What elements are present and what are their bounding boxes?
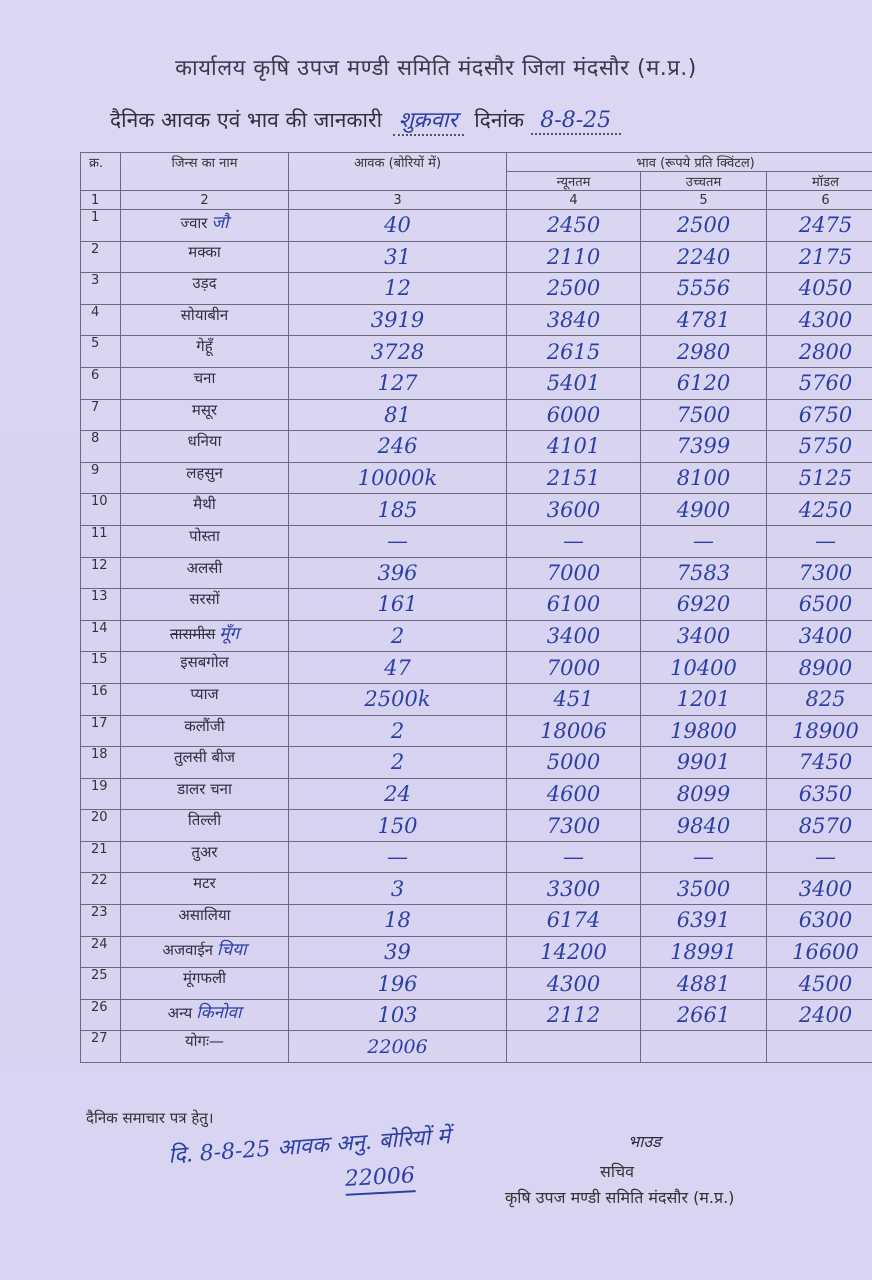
header-modal: मॉडल <box>767 172 872 191</box>
row-max-price: 3500 <box>641 873 767 905</box>
date-label: दिनांक <box>474 108 525 132</box>
row-min-price: 6174 <box>507 905 641 937</box>
row-sn: 1 <box>81 210 121 242</box>
row-sn: 21 <box>81 841 121 873</box>
table-row <box>81 399 872 431</box>
header-min: न्यूनतम <box>507 172 641 191</box>
row-max-price: 4900 <box>641 494 767 526</box>
row-crop-name <box>121 494 289 526</box>
subtitle-prefix: दैनिक आवक एवं भाव की जानकारी <box>110 108 383 132</box>
row-arrival: — <box>289 525 507 557</box>
row-sn: 3 <box>81 273 121 305</box>
row-arrival: 246 <box>289 431 507 463</box>
row-min-price: 3600 <box>507 494 641 526</box>
date-handwritten: 8-8-25 <box>531 108 621 135</box>
row-modal-price: 825 <box>767 683 872 715</box>
table-row <box>81 210 872 242</box>
row-modal-price: 4300 <box>767 304 872 336</box>
row-arrival: 12 <box>289 273 507 305</box>
table-row <box>81 747 872 779</box>
row-arrival: 18 <box>289 905 507 937</box>
row-arrival: 185 <box>289 494 507 526</box>
row-modal-price: 7450 <box>767 747 872 779</box>
crop-name-text: तिल्ली <box>187 811 222 830</box>
row-modal-price: 3400 <box>767 620 872 652</box>
row-arrival: 161 <box>289 589 507 621</box>
table-row <box>81 936 872 968</box>
row-modal-price: 2175 <box>767 241 872 273</box>
row-sn: 14 <box>81 620 121 652</box>
row-sn: 10 <box>81 494 121 526</box>
row-max-price: — <box>641 525 767 557</box>
row-max-price: 8100 <box>641 462 767 494</box>
row-modal-price: 2475 <box>767 210 872 242</box>
row-modal-price: — <box>767 841 872 873</box>
crop-name-text: मसूर <box>191 400 218 419</box>
row-sn: 26 <box>81 999 121 1031</box>
row-max-price: 7500 <box>641 399 767 431</box>
row-sn: 17 <box>81 715 121 747</box>
signatory-designation: सचिव <box>600 1162 635 1181</box>
row-max-price: 18991 <box>641 936 767 968</box>
row-sn: 5 <box>81 336 121 368</box>
row-crop-name <box>121 715 289 747</box>
row-max-price: 2500 <box>641 210 767 242</box>
row-arrival: 31 <box>289 241 507 273</box>
total-empty <box>767 1031 872 1063</box>
row-sn: 2 <box>81 241 121 273</box>
crop-name-text: प्याज <box>190 684 219 703</box>
row-min-price: 5401 <box>507 367 641 399</box>
row-crop-name <box>121 652 289 684</box>
crop-name-text: मटर <box>193 874 216 893</box>
row-modal-price: 4050 <box>767 273 872 305</box>
row-modal-price: 2400 <box>767 999 872 1031</box>
total-sn: 27 <box>81 1031 121 1063</box>
row-min-price: — <box>507 841 641 873</box>
row-max-price: 1201 <box>641 683 767 715</box>
table-row <box>81 905 872 937</box>
crop-handwritten-note: जौ <box>211 213 229 233</box>
row-min-price: — <box>507 525 641 557</box>
col-number: 3 <box>289 191 507 210</box>
handwritten-note: दि. 8-8-25 आवक अनु. बोरियों में <box>167 1124 452 1169</box>
row-arrival: 2 <box>289 620 507 652</box>
table-row <box>81 810 872 842</box>
row-min-price: 6100 <box>507 589 641 621</box>
crop-name-text: इसबगोल <box>180 653 229 672</box>
row-sn: 13 <box>81 589 121 621</box>
row-min-price: 7000 <box>507 652 641 684</box>
row-crop-name <box>121 431 289 463</box>
header-price: भाव (रूपये प्रति क्विंटल) <box>507 153 872 172</box>
row-max-price: 2661 <box>641 999 767 1031</box>
row-sn: 18 <box>81 747 121 779</box>
row-min-price: 7300 <box>507 810 641 842</box>
table-row <box>81 336 872 368</box>
row-modal-price: 2800 <box>767 336 872 368</box>
row-max-price: 2980 <box>641 336 767 368</box>
header-row-1 <box>81 153 872 172</box>
crop-handwritten-note: मूँग <box>219 623 240 644</box>
header-name: जिन्स का नाम <box>121 153 289 191</box>
row-max-price: 2240 <box>641 241 767 273</box>
row-modal-price: 7300 <box>767 557 872 589</box>
row-sn: 25 <box>81 968 121 1000</box>
row-crop-name <box>121 589 289 621</box>
row-arrival: 81 <box>289 399 507 431</box>
row-sn: 16 <box>81 683 121 715</box>
table-row <box>81 494 872 526</box>
column-number-row <box>81 191 872 210</box>
row-sn: 9 <box>81 462 121 494</box>
col-number: 2 <box>121 191 289 210</box>
row-modal-price: 5760 <box>767 367 872 399</box>
row-crop-name <box>121 810 289 842</box>
row-crop-name <box>121 841 289 873</box>
row-sn: 4 <box>81 304 121 336</box>
row-min-price: 2112 <box>507 999 641 1031</box>
row-crop-name <box>121 304 289 336</box>
crop-name-text: अजवाईन <box>162 940 214 959</box>
crop-name-text: तुलसी बीज <box>173 748 236 767</box>
row-min-price: 18006 <box>507 715 641 747</box>
crop-name-text: अन्य <box>167 1003 193 1022</box>
crop-name-text: उड़द <box>192 274 217 293</box>
table-row <box>81 273 872 305</box>
crop-name-text: मक्का <box>188 242 221 261</box>
table-body <box>81 210 872 1031</box>
row-arrival: 40 <box>289 210 507 242</box>
row-max-price: 6391 <box>641 905 767 937</box>
office-title: कार्यालय कृषि उपज मण्डी समिति मंदसौर जिला मंदसौर (म.प्र.) <box>175 56 697 81</box>
row-modal-price: 5750 <box>767 431 872 463</box>
row-min-price: 451 <box>507 683 641 715</box>
row-sn: 22 <box>81 873 121 905</box>
row-arrival: 24 <box>289 778 507 810</box>
row-modal-price: 16600 <box>767 936 872 968</box>
row-crop-name <box>121 367 289 399</box>
row-max-price: 9840 <box>641 810 767 842</box>
table-row <box>81 999 872 1031</box>
report-subtitle <box>110 104 621 136</box>
signature-mark: भाउड <box>628 1132 661 1151</box>
row-arrival: 396 <box>289 557 507 589</box>
signatory-office: कृषि उपज मण्डी समिति मंदसौर (म.प्र.) <box>505 1188 735 1207</box>
row-max-price: 3400 <box>641 620 767 652</box>
row-min-price: 2450 <box>507 210 641 242</box>
row-max-price: 7583 <box>641 557 767 589</box>
row-max-price: 8099 <box>641 778 767 810</box>
handwritten-total: 22006 <box>344 1163 415 1196</box>
row-crop-name <box>121 336 289 368</box>
row-max-price: 6920 <box>641 589 767 621</box>
crop-handwritten-note: किनोवा <box>196 1002 242 1023</box>
header-max: उच्चतम <box>641 172 767 191</box>
row-min-price: 4300 <box>507 968 641 1000</box>
crop-name-text: असालिया <box>178 906 231 925</box>
table-row <box>81 525 872 557</box>
row-min-price: 2110 <box>507 241 641 273</box>
row-arrival: 10000k <box>289 462 507 494</box>
row-sn: 15 <box>81 652 121 684</box>
total-empty <box>507 1031 641 1063</box>
row-modal-price: 4500 <box>767 968 872 1000</box>
row-min-price: 3400 <box>507 620 641 652</box>
col-number: 6 <box>767 191 872 210</box>
row-arrival: 103 <box>289 999 507 1031</box>
row-modal-price: 3400 <box>767 873 872 905</box>
row-arrival: 3 <box>289 873 507 905</box>
row-sn: 6 <box>81 367 121 399</box>
row-crop-name <box>121 210 289 242</box>
crop-name-text: धनिया <box>187 432 222 451</box>
table-row <box>81 367 872 399</box>
row-arrival: 2 <box>289 715 507 747</box>
crop-name-text: सरसों <box>189 590 220 609</box>
row-min-price: 14200 <box>507 936 641 968</box>
row-arrival: 196 <box>289 968 507 1000</box>
row-crop-name <box>121 620 289 652</box>
row-sn: 8 <box>81 431 121 463</box>
row-modal-price: 5125 <box>767 462 872 494</box>
crop-name-text: चना <box>193 368 216 387</box>
table-row <box>81 683 872 715</box>
row-min-price: 2615 <box>507 336 641 368</box>
table-row <box>81 778 872 810</box>
row-crop-name <box>121 683 289 715</box>
table-row <box>81 589 872 621</box>
crop-name-text: तुअर <box>191 842 218 861</box>
table-row <box>81 557 872 589</box>
total-arrival: 22006 <box>289 1031 507 1063</box>
row-sn: 23 <box>81 905 121 937</box>
row-min-price: 2500 <box>507 273 641 305</box>
crop-name-text: तारामीरा <box>169 624 216 643</box>
row-max-price: 7399 <box>641 431 767 463</box>
crop-name-text: ज्वार <box>180 214 208 232</box>
row-min-price: 7000 <box>507 557 641 589</box>
row-modal-price: — <box>767 525 872 557</box>
row-arrival: 39 <box>289 936 507 968</box>
row-crop-name <box>121 778 289 810</box>
row-crop-name <box>121 747 289 779</box>
row-arrival: 150 <box>289 810 507 842</box>
row-sn: 12 <box>81 557 121 589</box>
row-modal-price: 6500 <box>767 589 872 621</box>
row-sn: 24 <box>81 936 121 968</box>
row-max-price: 6120 <box>641 367 767 399</box>
table-row <box>81 715 872 747</box>
table-row <box>81 620 872 652</box>
col-number: 5 <box>641 191 767 210</box>
row-crop-name <box>121 968 289 1000</box>
row-min-price: 6000 <box>507 399 641 431</box>
row-arrival: 2500k <box>289 683 507 715</box>
table-row <box>81 304 872 336</box>
row-crop-name <box>121 999 289 1031</box>
row-crop-name <box>121 557 289 589</box>
row-crop-name <box>121 873 289 905</box>
day-handwritten: शुक्रवार <box>393 104 464 136</box>
crop-name-text: अलसी <box>186 558 223 577</box>
row-modal-price: 4250 <box>767 494 872 526</box>
row-crop-name <box>121 241 289 273</box>
row-crop-name <box>121 936 289 968</box>
crop-name-text: सोयाबीन <box>180 305 229 324</box>
crop-name-text: मूंगफली <box>182 969 227 988</box>
table-row <box>81 873 872 905</box>
row-min-price: 3840 <box>507 304 641 336</box>
table-row <box>81 841 872 873</box>
row-crop-name <box>121 905 289 937</box>
row-sn: 11 <box>81 525 121 557</box>
header-arrival: आवक (बोरियों में) <box>289 153 507 191</box>
row-max-price: 4881 <box>641 968 767 1000</box>
row-max-price: 4781 <box>641 304 767 336</box>
row-arrival: 3919 <box>289 304 507 336</box>
crop-name-text: लहसुन <box>186 463 223 482</box>
row-modal-price: 6300 <box>767 905 872 937</box>
price-table <box>80 152 872 1063</box>
table-row <box>81 431 872 463</box>
table-row <box>81 968 872 1000</box>
total-label: योगः— <box>121 1031 289 1063</box>
row-arrival: 47 <box>289 652 507 684</box>
row-crop-name <box>121 273 289 305</box>
crop-name-text: गेहूँ <box>196 337 213 356</box>
total-empty <box>641 1031 767 1063</box>
row-arrival: 127 <box>289 367 507 399</box>
crop-name-text: मैथी <box>193 495 216 514</box>
crop-name-text: पोस्ता <box>189 526 220 545</box>
row-min-price: 2151 <box>507 462 641 494</box>
row-min-price: 5000 <box>507 747 641 779</box>
row-crop-name <box>121 399 289 431</box>
row-max-price: 9901 <box>641 747 767 779</box>
row-sn: 20 <box>81 810 121 842</box>
total-row <box>81 1031 872 1063</box>
row-min-price: 3300 <box>507 873 641 905</box>
col-number: 1 <box>81 191 121 210</box>
footer-purpose: दैनिक समाचार पत्र हेतु। <box>86 1109 214 1127</box>
row-crop-name <box>121 525 289 557</box>
row-arrival: 2 <box>289 747 507 779</box>
row-min-price: 4600 <box>507 778 641 810</box>
row-sn: 19 <box>81 778 121 810</box>
table-row <box>81 241 872 273</box>
row-max-price: — <box>641 841 767 873</box>
row-sn: 7 <box>81 399 121 431</box>
crop-name-text: कलौंजी <box>184 716 225 735</box>
row-max-price: 5556 <box>641 273 767 305</box>
row-modal-price: 6350 <box>767 778 872 810</box>
row-min-price: 4101 <box>507 431 641 463</box>
crop-name-text: डालर चना <box>177 779 232 798</box>
col-number: 4 <box>507 191 641 210</box>
row-crop-name <box>121 462 289 494</box>
row-arrival: — <box>289 841 507 873</box>
table-row <box>81 652 872 684</box>
row-modal-price: 6750 <box>767 399 872 431</box>
row-arrival: 3728 <box>289 336 507 368</box>
row-max-price: 19800 <box>641 715 767 747</box>
header-sn: क्र. <box>81 153 121 191</box>
row-modal-price: 8570 <box>767 810 872 842</box>
row-modal-price: 8900 <box>767 652 872 684</box>
table-row <box>81 462 872 494</box>
crop-handwritten-note: चिया <box>217 939 247 960</box>
row-max-price: 10400 <box>641 652 767 684</box>
row-modal-price: 18900 <box>767 715 872 747</box>
